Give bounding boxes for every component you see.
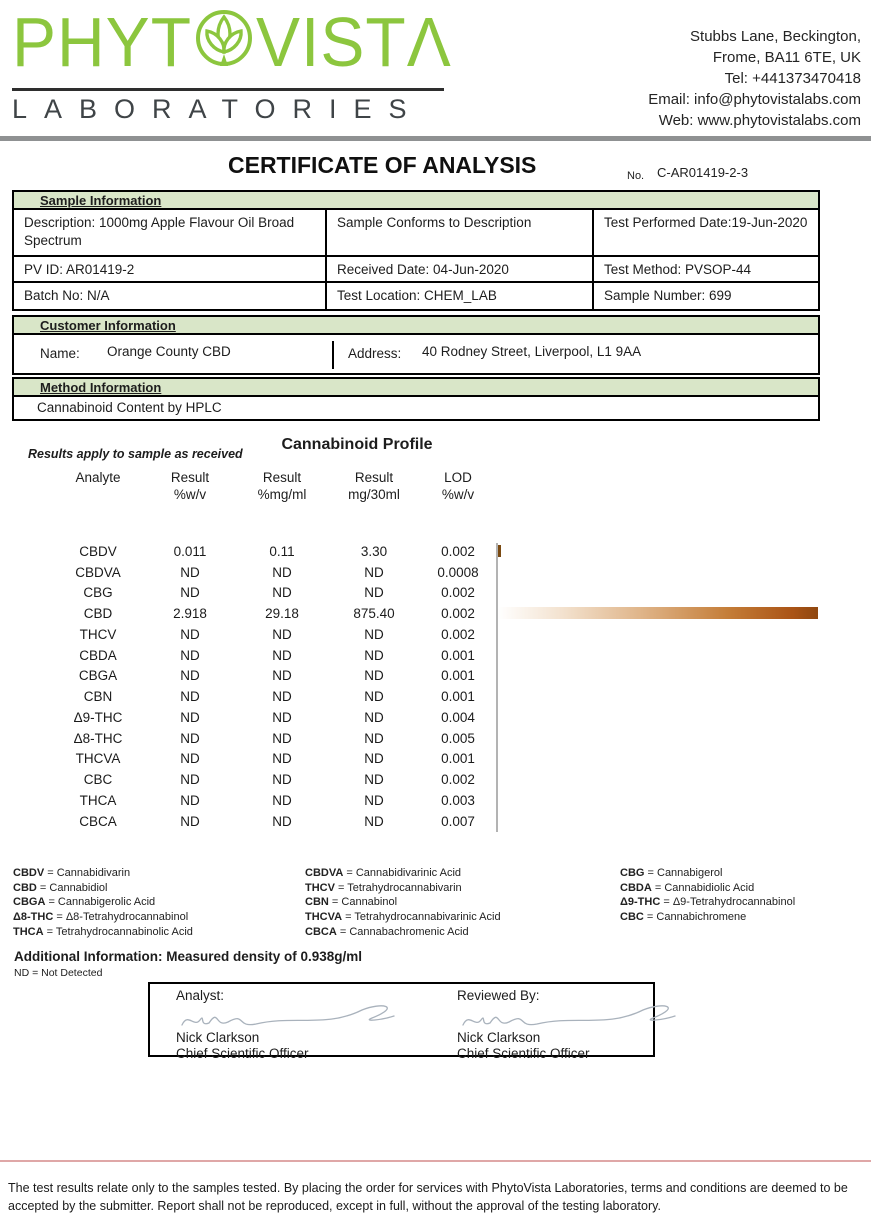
analyte-cell: CBC (83, 772, 113, 788)
analyte-cell: CBDVA (75, 564, 121, 580)
sample-information-section (12, 190, 820, 311)
result-mgml-cell: ND (272, 709, 292, 725)
conforms-cell: Sample Conforms to Description (327, 210, 594, 257)
abbr-code: Δ8-THC (13, 911, 54, 924)
result-wv-cell: ND (180, 647, 200, 663)
description-cell: Description: 1000mg Apple Flavour Oil Broad Spectrum (14, 210, 327, 257)
leaf-icon (194, 8, 254, 77)
abbr-code: CBDVA (305, 867, 344, 879)
result-mg30ml-cell: ND (364, 689, 384, 705)
result-mg30ml-cell: ND (364, 647, 384, 663)
abbr-item (305, 866, 501, 881)
brand-divider (12, 88, 444, 91)
result-wv-cell: ND (180, 626, 200, 642)
col-header-result-mgml (236, 469, 328, 503)
customer-name-value: Orange County CBD (107, 344, 231, 359)
abbr-item (620, 881, 795, 896)
table-row (52, 769, 496, 790)
lod-cell: 0.002 (441, 543, 475, 559)
result-mgml-cell: ND (272, 689, 292, 705)
result-mg30ml-cell: ND (364, 626, 384, 642)
abbr-def: = Δ8-Tetrahydrocannabinol (56, 911, 189, 924)
abbr-item (13, 881, 193, 896)
analyst-title: Chief Scientific Officer (176, 1046, 309, 1061)
table-row (52, 686, 496, 707)
reviewed-by-label: Reviewed By: (457, 988, 540, 1003)
brand-subtitle: LABORATORIES (12, 94, 424, 124)
lod-cell: 0.002 (441, 772, 475, 788)
result-wv-cell: ND (180, 772, 200, 788)
abbr-code: CBDV (13, 867, 45, 879)
abbr-code: CBGA (13, 896, 46, 909)
result-wv-cell: ND (180, 813, 200, 829)
page-title: CERTIFICATE OF ANALYSIS (228, 152, 537, 178)
result-wv-cell: 2.918 (173, 606, 207, 622)
test-method-cell: Test Method: PVSOP-44 (594, 257, 818, 283)
sample-information-title: Sample Information (40, 193, 162, 208)
result-mgml-cell: ND (272, 730, 292, 746)
lod-cell: 0.0008 (437, 564, 479, 580)
batch-no-cell: Batch No: N/A (14, 283, 327, 309)
result-mg30ml-cell: 3.30 (360, 543, 388, 559)
certificate-no-label: No. (627, 170, 645, 182)
sample-information-table (12, 210, 820, 311)
method-value: Cannabinoid Content by HPLC (12, 397, 820, 421)
result-mgml-cell: ND (272, 751, 292, 767)
profile-table-header (52, 469, 496, 503)
result-mg30ml-cell: ND (364, 751, 384, 767)
result-mgml-cell: 29.18 (265, 606, 299, 622)
analyst-signature-block (176, 988, 416, 1061)
result-mgml-cell: ND (272, 585, 292, 601)
result-wv-cell: ND (180, 730, 200, 746)
result-mgml-cell: ND (272, 626, 292, 642)
result-wv-cell: ND (180, 751, 200, 767)
col-header-line: %mg/ml (257, 487, 307, 502)
abbr-item (305, 895, 501, 910)
analyte-cell: THCA (79, 792, 117, 808)
analyte-cell: CBD (83, 606, 113, 622)
result-mgml-cell: ND (272, 772, 292, 788)
result-mg30ml-cell: ND (364, 564, 384, 580)
row-bar (498, 607, 818, 619)
abbr-def: = Tetrahydrocannabivarinic Acid (345, 911, 501, 924)
sample-information-header (12, 190, 820, 210)
test-performed-date-cell: Test Performed Date:19-Jun-2020 (594, 210, 818, 257)
abbr-item (620, 866, 795, 881)
abbr-item (305, 910, 501, 925)
table-row (52, 728, 496, 749)
abbr-def: = Tetrahydrocannabinolic Acid (46, 925, 193, 938)
brand-wordmark-left: PHYT (12, 3, 193, 81)
table-row (52, 645, 496, 666)
table-row (52, 811, 496, 832)
abbr-def: = Cannabichromene (646, 911, 747, 924)
lod-cell: 0.001 (441, 647, 475, 663)
col-header-lod (420, 469, 496, 503)
nd-legend: ND = Not Detected (14, 967, 103, 979)
customer-address-label: Address: (348, 346, 402, 361)
analyte-cell: THCV (79, 626, 117, 642)
reviewer-signature-block (457, 988, 697, 1061)
abbr-def: = Cannabinol (331, 896, 398, 909)
result-wv-cell: ND (180, 585, 200, 601)
abbr-code: CBDA (620, 881, 652, 894)
abbr-code: THCA (13, 925, 44, 938)
abbr-def: = Cannabidivarinic Acid (346, 867, 462, 879)
abbr-item (13, 866, 193, 881)
abbr-def: = Cannabachromenic Acid (339, 925, 469, 938)
result-wv-cell: 0.011 (173, 543, 207, 559)
profile-table-body (52, 541, 496, 832)
abbr-code: THCVA (305, 911, 343, 924)
abbr-item (620, 910, 795, 925)
pv-id-cell: PV ID: AR01419-2 (14, 257, 327, 283)
lod-cell: 0.001 (441, 751, 475, 767)
abbr-def: = Tetrahydrocannabivarin (338, 881, 462, 894)
lod-cell: 0.002 (441, 606, 475, 622)
col-header-line: Result (262, 470, 302, 485)
contact-address-line2: Frome, BA11 6TE, UK (712, 49, 861, 66)
lod-cell: 0.007 (441, 813, 475, 829)
analyte-cell: THCVA (75, 751, 121, 767)
col-header-analyte (52, 469, 144, 503)
lod-cell: 0.003 (441, 792, 475, 808)
col-header-line: %w/v (441, 487, 475, 502)
analyst-name: Nick Clarkson (176, 1030, 260, 1045)
col-header-line: Result (170, 470, 210, 485)
lab-contact-block (648, 26, 861, 131)
customer-address-value: 40 Rodney Street, Liverpool, L1 9AA (422, 344, 642, 359)
col-header-result-wv (144, 469, 236, 503)
analyte-cell: CBCA (79, 813, 117, 829)
lod-cell: 0.001 (441, 668, 475, 684)
result-mgml-cell: ND (272, 564, 292, 580)
abbr-def: = Cannabigerolic Acid (48, 896, 156, 909)
customer-divider (332, 341, 334, 369)
result-wv-cell: ND (180, 709, 200, 725)
analyte-cell: Δ8-THC (73, 730, 123, 746)
lod-cell: 0.002 (441, 626, 475, 642)
result-mg30ml-cell: ND (364, 585, 384, 601)
table-row (52, 749, 496, 770)
abbr-def: = Cannabidivarin (47, 867, 131, 879)
received-date-cell: Received Date: 04-Jun-2020 (327, 257, 594, 283)
customer-information-row (12, 335, 820, 375)
result-mg30ml-cell: ND (364, 730, 384, 746)
col-header-result-mg30ml (328, 469, 420, 503)
abbr-code: CBD (13, 881, 37, 894)
method-information-title: Method Information (40, 380, 162, 395)
lod-cell: 0.002 (441, 585, 475, 601)
reviewer-title: Chief Scientific Officer (457, 1046, 590, 1061)
lod-cell: 0.004 (441, 709, 475, 725)
table-row (52, 603, 496, 624)
abbreviation-column-3 (620, 866, 795, 925)
analyst-label: Analyst: (176, 988, 225, 1003)
result-mgml-cell: ND (272, 813, 292, 829)
result-mg30ml-cell: ND (364, 813, 384, 829)
bar-chart-axis (496, 543, 498, 832)
additional-information: Additional Information: Measured density of 0.938g/ml (14, 949, 363, 964)
col-header-line: Result (354, 470, 394, 485)
brand-wordmark-right: VISTΛ (256, 3, 452, 81)
abbr-def: = Cannabidiol (39, 881, 108, 894)
abbr-item (13, 925, 193, 940)
analyst-signature (176, 1000, 411, 1032)
abbr-item (13, 910, 193, 925)
col-header-line: mg/30ml (348, 487, 400, 502)
col-header-line: Analyte (75, 470, 121, 485)
abbr-item (305, 925, 501, 940)
abbreviation-column-2 (305, 866, 501, 940)
certificate-no-value: C-AR01419-2-3 (657, 165, 749, 180)
abbr-item (305, 881, 501, 896)
table-row (52, 624, 496, 645)
footer-divider (0, 1160, 871, 1162)
reviewer-name: Nick Clarkson (457, 1030, 541, 1045)
result-mgml-cell: ND (272, 668, 292, 684)
abbr-code: CBN (305, 896, 329, 909)
lod-cell: 0.005 (441, 730, 475, 746)
result-mg30ml-cell: 875.40 (353, 606, 395, 622)
abbr-code: CBG (620, 867, 645, 879)
table-row (52, 583, 496, 604)
abbr-code: THCV (305, 881, 335, 894)
customer-information-title: Customer Information (40, 318, 176, 333)
analyte-cell: CBGA (78, 668, 118, 684)
abbr-item (13, 895, 193, 910)
reviewer-signature (457, 1000, 692, 1032)
test-location-cell: Test Location: CHEM_LAB (327, 283, 594, 309)
abbr-code: CBCA (305, 925, 337, 938)
customer-information-header (12, 315, 820, 335)
result-wv-cell: ND (180, 668, 200, 684)
table-row (52, 562, 496, 583)
abbr-code: CBC (620, 911, 644, 924)
signature-box (148, 982, 655, 1061)
analyte-cell: CBG (83, 585, 113, 601)
col-header-line: LOD (444, 470, 472, 485)
abbr-item (620, 895, 795, 910)
disclaimer-text: The test results relate only to the samples tested. By placing the order for services with PhytoVista Laboratories, terms and conditions are deemed to be accepted by the submitter. Report shall not be reproduced, except in full, without the approval of the testing laboratory. (8, 1181, 848, 1213)
header-divider (0, 136, 871, 141)
table-row (52, 790, 496, 811)
table-row (52, 666, 496, 687)
table-row (52, 541, 496, 562)
result-wv-cell: ND (180, 689, 200, 705)
sample-number-cell: Sample Number: 699 (604, 288, 732, 303)
result-mg30ml-cell: ND (364, 772, 384, 788)
lod-cell: 0.001 (441, 689, 475, 705)
result-wv-cell: ND (180, 792, 200, 808)
analyte-cell: CBDA (79, 647, 117, 663)
result-wv-cell: ND (180, 564, 200, 580)
contact-web: Web: www.phytovistalabs.com (658, 112, 861, 129)
row-bar (498, 545, 501, 557)
result-mg30ml-cell: ND (364, 668, 384, 684)
result-mgml-cell: 0.11 (269, 543, 295, 559)
profile-title: Cannabinoid Profile (281, 436, 433, 453)
analyte-cell: Δ9-THC (73, 709, 123, 725)
phytovista-logo (12, 3, 452, 125)
abbr-def: = Cannabidiolic Acid (654, 881, 755, 894)
contact-email: Email: info@phytovistalabs.com (648, 91, 861, 108)
method-information-section (12, 377, 820, 421)
contact-address-line1: Stubbs Lane, Beckington, (690, 28, 861, 45)
col-header-line: %w/v (173, 487, 207, 502)
abbreviation-column-1 (13, 866, 193, 940)
result-mg30ml-cell: ND (364, 709, 384, 725)
analyte-cell: CBDV (79, 543, 117, 559)
abbr-code: Δ9-THC (620, 896, 661, 909)
result-mg30ml-cell: ND (364, 792, 384, 808)
table-row (52, 707, 496, 728)
abbr-def: = Cannabigerol (647, 867, 723, 879)
results-note: Results apply to sample as received (28, 447, 243, 461)
analyte-cell: CBN (83, 689, 113, 705)
customer-name-label: Name: (40, 346, 80, 361)
result-mgml-cell: ND (272, 792, 292, 808)
result-mgml-cell: ND (272, 647, 292, 663)
contact-tel: Tel: +441373470418 (724, 70, 861, 87)
customer-information-section (12, 315, 820, 375)
abbr-def: = Δ9-Tetrahydrocannabinol (663, 896, 796, 909)
method-information-header (12, 377, 820, 397)
